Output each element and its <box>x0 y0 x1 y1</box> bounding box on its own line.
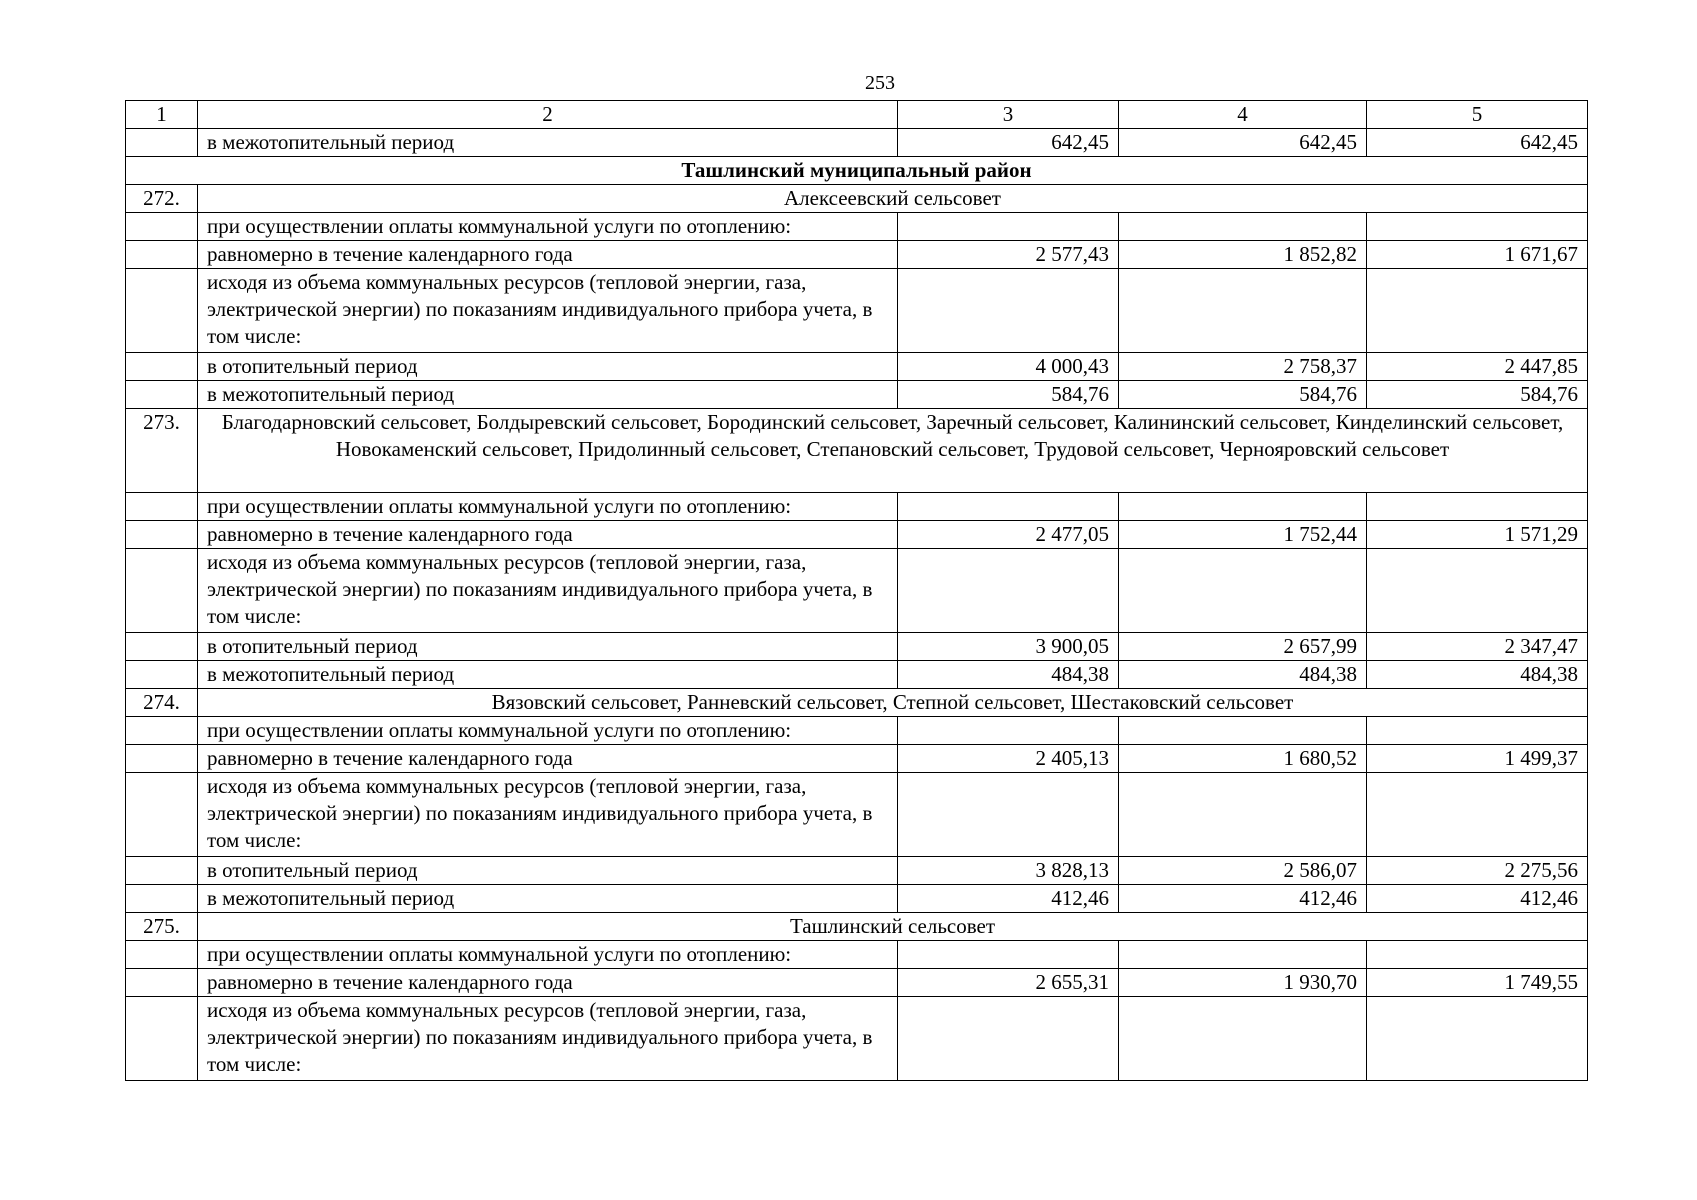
row-index <box>126 857 198 885</box>
row-label: исходя из объема коммунальных ресурсов (тепловой энергии, газа, электрической энергии) по показаниям индивидуального прибора учета, в том числе: <box>198 269 898 353</box>
row-index <box>126 633 198 661</box>
row-label: равномерно в течение календарного года <box>198 745 898 773</box>
group-row <box>126 689 1588 717</box>
group-title: Благодарновский сельсовет, Болдыревский сельсовет, Бородинский сельсовет, Заречный сельсовет, Калининский сельсовет, Кинделинский сельсовет, Новокаменский сельсовет, Придолинный сельсовет, Степановский сельсовет, Трудовой сельсовет, Чернояровский сельсовет <box>198 409 1588 493</box>
row-index <box>126 549 198 633</box>
row-label: при осуществлении оплаты коммунальной услуги по отоплению: <box>198 493 898 521</box>
value-col-5: 484,38 <box>1367 661 1588 689</box>
row-index <box>126 661 198 689</box>
tariff-table <box>125 100 1588 1081</box>
group-row <box>126 913 1588 941</box>
row-label: в межотопительный период <box>198 885 898 913</box>
value-col-4: 2 657,99 <box>1119 633 1367 661</box>
value-col-5: 584,76 <box>1367 381 1588 409</box>
row-label: в отопительный период <box>198 353 898 381</box>
table-row <box>126 857 1588 885</box>
row-index <box>126 353 198 381</box>
value-col-3 <box>898 213 1119 241</box>
section-title: Ташлинский муниципальный район <box>126 157 1588 185</box>
row-label: в межотопительный период <box>198 129 898 157</box>
row-label: в отопительный период <box>198 857 898 885</box>
row-index: 274. <box>126 689 198 717</box>
value-col-5: 1 571,29 <box>1367 521 1588 549</box>
table-row <box>126 381 1588 409</box>
value-col-3: 4 000,43 <box>898 353 1119 381</box>
value-col-4 <box>1119 773 1367 857</box>
row-index: 273. <box>126 409 198 493</box>
row-label: в межотопительный период <box>198 381 898 409</box>
value-col-3: 412,46 <box>898 885 1119 913</box>
row-label: равномерно в течение календарного года <box>198 969 898 997</box>
row-label: равномерно в течение календарного года <box>198 241 898 269</box>
value-col-5: 2 275,56 <box>1367 857 1588 885</box>
value-col-5: 1 671,67 <box>1367 241 1588 269</box>
value-col-5 <box>1367 773 1588 857</box>
row-label: исходя из объема коммунальных ресурсов (тепловой энергии, газа, электрической энергии) по показаниям индивидуального прибора учета, в том числе: <box>198 549 898 633</box>
value-col-3 <box>898 717 1119 745</box>
value-col-4: 2 586,07 <box>1119 857 1367 885</box>
value-col-4 <box>1119 493 1367 521</box>
row-index <box>126 773 198 857</box>
value-col-5: 2 347,47 <box>1367 633 1588 661</box>
value-col-3: 3 828,13 <box>898 857 1119 885</box>
row-index: 275. <box>126 913 198 941</box>
value-col-3 <box>898 997 1119 1081</box>
table-row <box>126 661 1588 689</box>
value-col-3: 584,76 <box>898 381 1119 409</box>
table-row <box>126 885 1588 913</box>
row-label: исходя из объема коммунальных ресурсов (тепловой энергии, газа, электрической энергии) по показаниям индивидуального прибора учета, в том числе: <box>198 997 898 1081</box>
value-col-4: 412,46 <box>1119 885 1367 913</box>
row-index <box>126 997 198 1081</box>
value-col-5: 642,45 <box>1367 129 1588 157</box>
row-index <box>126 885 198 913</box>
table-row <box>126 549 1588 633</box>
value-col-3: 2 577,43 <box>898 241 1119 269</box>
value-col-3: 3 900,05 <box>898 633 1119 661</box>
section-row <box>126 157 1588 185</box>
table-row <box>126 969 1588 997</box>
header-col-1: 1 <box>126 101 198 129</box>
row-index <box>126 521 198 549</box>
value-col-3 <box>898 269 1119 353</box>
row-index: 272. <box>126 185 198 213</box>
table-row <box>126 745 1588 773</box>
value-col-3 <box>898 773 1119 857</box>
row-index <box>126 269 198 353</box>
tariff-table-body <box>126 101 1588 1081</box>
row-index <box>126 941 198 969</box>
table-row <box>126 353 1588 381</box>
value-col-3: 2 477,05 <box>898 521 1119 549</box>
value-col-3 <box>898 493 1119 521</box>
table-row <box>126 633 1588 661</box>
group-title: Вязовский сельсовет, Ранневский сельсовет, Степной сельсовет, Шестаковский сельсовет <box>198 689 1588 717</box>
row-label: равномерно в течение календарного года <box>198 521 898 549</box>
row-index <box>126 717 198 745</box>
row-index <box>126 745 198 773</box>
group-title: Ташлинский сельсовет <box>198 913 1588 941</box>
group-row <box>126 409 1588 493</box>
value-col-4 <box>1119 997 1367 1081</box>
value-col-3 <box>898 549 1119 633</box>
row-index <box>126 241 198 269</box>
page-number: 253 <box>865 72 895 94</box>
table-row <box>126 997 1588 1081</box>
table-row <box>126 269 1588 353</box>
row-label: при осуществлении оплаты коммунальной услуги по отоплению: <box>198 717 898 745</box>
table-row <box>126 129 1588 157</box>
value-col-3 <box>898 941 1119 969</box>
value-col-4: 1 852,82 <box>1119 241 1367 269</box>
value-col-4: 1 752,44 <box>1119 521 1367 549</box>
row-label: при осуществлении оплаты коммунальной услуги по отоплению: <box>198 941 898 969</box>
row-index <box>126 493 198 521</box>
value-col-4 <box>1119 717 1367 745</box>
table-row <box>126 213 1588 241</box>
value-col-5 <box>1367 269 1588 353</box>
table-row <box>126 941 1588 969</box>
value-col-4: 1 680,52 <box>1119 745 1367 773</box>
header-col-3: 3 <box>898 101 1119 129</box>
value-col-5 <box>1367 549 1588 633</box>
value-col-5 <box>1367 941 1588 969</box>
row-label: при осуществлении оплаты коммунальной услуги по отоплению: <box>198 213 898 241</box>
value-col-4 <box>1119 213 1367 241</box>
value-col-3: 642,45 <box>898 129 1119 157</box>
value-col-4 <box>1119 549 1367 633</box>
header-col-5: 5 <box>1367 101 1588 129</box>
table-row <box>126 493 1588 521</box>
value-col-3: 2 405,13 <box>898 745 1119 773</box>
row-index <box>126 129 198 157</box>
table-row <box>126 717 1588 745</box>
value-col-3: 484,38 <box>898 661 1119 689</box>
value-col-4: 1 930,70 <box>1119 969 1367 997</box>
table-row <box>126 773 1588 857</box>
value-col-5 <box>1367 493 1588 521</box>
value-col-4: 484,38 <box>1119 661 1367 689</box>
value-col-4 <box>1119 269 1367 353</box>
header-col-4: 4 <box>1119 101 1367 129</box>
value-col-4: 642,45 <box>1119 129 1367 157</box>
value-col-5: 1 749,55 <box>1367 969 1588 997</box>
value-col-4: 584,76 <box>1119 381 1367 409</box>
header-row <box>126 101 1588 129</box>
value-col-5: 1 499,37 <box>1367 745 1588 773</box>
value-col-5: 2 447,85 <box>1367 353 1588 381</box>
row-label: в отопительный период <box>198 633 898 661</box>
table-row <box>126 241 1588 269</box>
row-index <box>126 213 198 241</box>
row-index <box>126 969 198 997</box>
row-label: исходя из объема коммунальных ресурсов (тепловой энергии, газа, электрической энергии) по показаниям индивидуального прибора учета, в том числе: <box>198 773 898 857</box>
row-label: в межотопительный период <box>198 661 898 689</box>
value-col-4 <box>1119 941 1367 969</box>
table-row <box>126 521 1588 549</box>
group-title: Алексеевский сельсовет <box>198 185 1588 213</box>
value-col-3: 2 655,31 <box>898 969 1119 997</box>
value-col-5 <box>1367 717 1588 745</box>
value-col-5 <box>1367 997 1588 1081</box>
value-col-4: 2 758,37 <box>1119 353 1367 381</box>
header-col-2: 2 <box>198 101 898 129</box>
value-col-5 <box>1367 213 1588 241</box>
row-index <box>126 381 198 409</box>
group-row <box>126 185 1588 213</box>
value-col-5: 412,46 <box>1367 885 1588 913</box>
